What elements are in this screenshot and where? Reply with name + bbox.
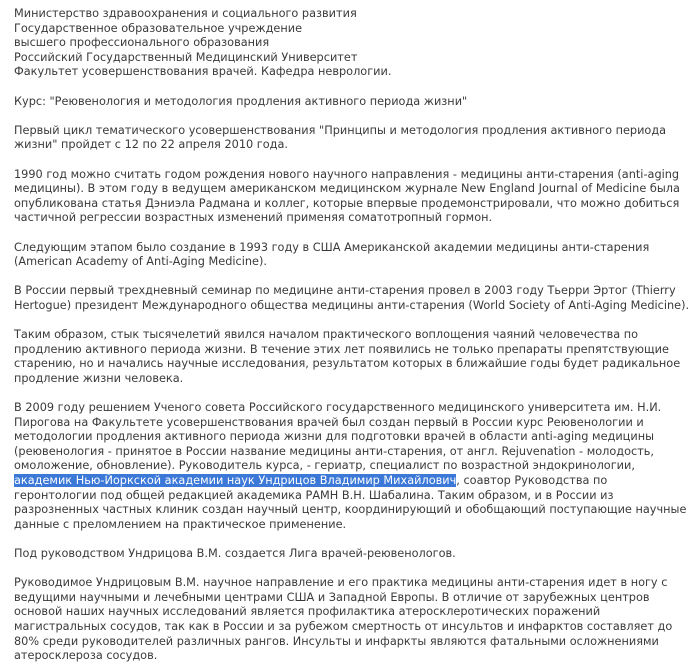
paragraph-1990: 1990 год можно считать годом рождения нового научного направления - медицины анти-старения (anti-aging медицины). В этом году в ведущем американском медицинском журнале New England Journal of Medicine была опубликована статья Дэниэла Радмана и коллег, которые впервые продемонстрировали, что можно добиться частичной регрессии возрастных изменений применяя соматотропный гормон.: [14, 167, 680, 225]
paragraph-league: Под руководством Ундрицова В.М. создается Лига врачей-реювенологов.: [14, 546, 456, 560]
paragraph-first-cycle: Первый цикл тематического усовершенствования "Принципы и методология продления активного периода жизни" пройдет с 12 по 22 апреля 2010 года.: [14, 123, 667, 152]
paragraph-1993: Следующим этапом было создание в 1993 году в США Американской академии медицины анти-старения (American Academy of Anti-Aging Medicine).: [14, 240, 650, 269]
paragraph-practice: Руководимое Ундрицовым В.М. научное направление и его практика медицины анти-старения идет в ногу с ведущими научными и лечебными центрами США и Западной Европы. В отличие от зарубежных центров основой наших научных исследований является профилактика атеросклеротических поражений магистральных сосудов, так как в России и за рубежом смертность от инсультов и инфарктов составляет до 80% среди руководителей различных рангов. Инсульты и инфаркты являются фатальными осложнениями атеросклероза сосудов.: [14, 576, 673, 663]
header-line-education: высшего профессионального образования: [14, 36, 270, 50]
institution-header: [14, 7, 692, 80]
header-line-ministry: Министерство здравоохранения и социального развития: [14, 7, 357, 20]
paragraph-2009: [14, 401, 692, 532]
header-line-faculty: Факультет усовершенствования врачей. Кафедра неврологии.: [14, 65, 392, 79]
paragraph-russia-seminar: В России первый трехдневный семинар по медицине анти-старения провел в 2003 году Тьерри Эртог (Thierry Hertogue) президент Международного общества медицины анти-старения (World Society of Anti-Aging Medicine).: [14, 284, 690, 312]
header-line-institution: Государственное образовательное учреждение: [14, 21, 303, 35]
paragraph-2009-text-continued: , соавтор Руководства по геронтологии под общей редакцией академика РАМН В.Н. Шабалина. Таким образом, и в России из разрозненных частных клиник создан научный центр, координирующий и обобщающий поступающие научные данные с преломлением на практическое применение.: [14, 474, 687, 531]
header-line-university: Российский Государственный Медицинский Университет: [14, 50, 358, 64]
selected-text-highlight[interactable]: академик Нью-Йоркской академии наук Ундрицов Владимир Михайлович: [14, 474, 457, 487]
paragraph-millennium: Таким образом, стык тысячелетий явился началом практического воплощения чаяний человечества по продлению активного периода жизни. В течение этих лет появились не только препараты препятствующие старению, но и начались научные исследования, результатом которых в ближайшие годы будет радикальное продление жизни человека.: [14, 328, 681, 385]
course-title: Курс: "Реювенология и методология продления активного периода жизни": [14, 94, 468, 108]
paragraph-2009-text: В 2009 году решением Ученого совета Российского государственного медицинского университета им. Н.И. Пирогова на Факультете усовершенствования врачей был создан первый в России курс Реювенологии и методологии продления активного периода жизни для подготовки врачей в области anti-aging медицины (реювенология - принятое в России название медицины анти-старения, от англ. Rejuvenation - молодость, омоложение, обновление). Руководитель курса, - гериатр, специалист по возрастной эндокринологии,: [14, 401, 662, 473]
